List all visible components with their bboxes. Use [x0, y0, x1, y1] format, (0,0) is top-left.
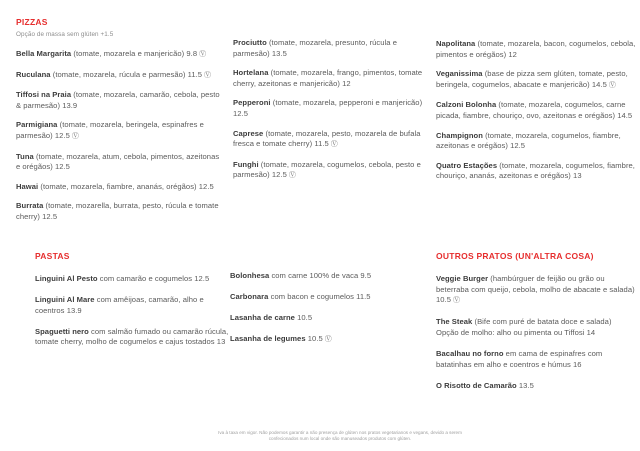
- item-description: (tomate, mozarela, beringela, espinafres e parmesão): [16, 120, 204, 140]
- item-description: (tomate, mozarela, cogumelos, carne picada, fiambre, chouriço, ovo, azeitonas e orégãos): [436, 100, 626, 120]
- menu-item: [35, 295, 231, 316]
- pizzas-items-col3: [436, 39, 636, 182]
- item-description: (tomate, mozarela, rúcula e parmesão): [50, 69, 186, 79]
- item-name: Hortelana: [233, 68, 269, 78]
- menu-item: [436, 349, 636, 370]
- vegetarian-icon: Ⓥ: [69, 132, 79, 140]
- vegetarian-icon: Ⓥ: [286, 172, 296, 180]
- item-name: Champignon: [436, 130, 483, 140]
- item-price: 12.5: [196, 181, 214, 191]
- item-price: 12.5: [269, 170, 287, 180]
- item-price: 12.5: [52, 130, 70, 140]
- menu-item: [16, 201, 222, 222]
- outros-column-3: [436, 251, 636, 402]
- menu-item: [233, 38, 430, 59]
- pizzas-column-2: [233, 38, 430, 191]
- item-name: Carbonara: [230, 292, 269, 302]
- item-name: Quatro Estações: [436, 160, 498, 170]
- item-price: 11.5: [353, 292, 371, 302]
- item-name: Linguini Al Mare: [35, 295, 95, 305]
- item-price: 10.5: [294, 313, 313, 323]
- item-price: 12: [339, 78, 351, 88]
- footer-line-2: confecionados num local onde são manuseados produtos com glúten.: [268, 436, 412, 442]
- item-name: Prociutto: [233, 38, 267, 47]
- item-description: (base de pizza sem glúten, tomate, pesto, beringela, cogumelos, abacate e manjericão): [436, 69, 628, 89]
- item-name: Ruculana: [16, 69, 51, 79]
- vegetarian-icon: Ⓥ: [450, 297, 461, 305]
- item-price: 13.9: [64, 305, 82, 315]
- item-description: com salmão fumado ou camarão rúcula, tomate cherry, molho de cogumelos e cajus tostados: [35, 326, 229, 347]
- item-price: 13.5: [269, 48, 287, 58]
- pastas-column-2: [230, 271, 426, 356]
- item-description: com camarão e cogumelos: [97, 274, 193, 283]
- pizzas-column-1: [16, 17, 222, 232]
- pizzas-items-col1: [16, 49, 222, 223]
- menu-item: [16, 120, 222, 142]
- item-name: Bella Margarita: [16, 49, 72, 58]
- item-description: (tomate, mozarella, burrata, pesto, rúcula e tomate cherry): [16, 201, 219, 221]
- item-description: (tomate, mozarela, frango, pimentos, tomate cherry, azeitonas e manjericão): [233, 68, 423, 88]
- item-price: 13.5: [516, 380, 534, 390]
- item-description: (Bife com puré de batata doce e salada) Opção de molho: alho ou pimenta ou Tiffosi: [436, 317, 612, 337]
- item-name: Veganissima: [436, 69, 483, 79]
- item-price: 11.5: [185, 69, 203, 79]
- pizzas-section-subtitle: Opção de massa sem glúten +1.5: [16, 31, 114, 38]
- item-price: 14.5: [589, 79, 607, 89]
- item-name: Napolitana: [436, 39, 476, 48]
- item-name: Bacalhau no forno: [436, 348, 504, 358]
- item-name: Calzoni Bolonha: [436, 100, 497, 110]
- item-name: Hawai: [16, 181, 39, 191]
- vegetarian-icon: Ⓥ: [202, 71, 212, 79]
- item-name: Tiffosi na Praia: [16, 90, 72, 100]
- menu-item: [436, 69, 636, 91]
- menu-item: [230, 334, 426, 346]
- menu-item: [16, 90, 222, 111]
- item-description: (tomate, mozarela, presunto, rúcula e parmesão): [233, 38, 397, 58]
- pizzas-section-title: PIZZAS: [16, 17, 48, 27]
- vegetarian-icon: Ⓥ: [328, 141, 338, 149]
- item-price: 13: [214, 337, 226, 347]
- item-price: 10.5: [305, 334, 323, 344]
- item-name: Parmigiana: [16, 120, 58, 130]
- item-description: (tomate, mozarela, cogumelos, cebola, pesto e parmesão): [233, 159, 421, 180]
- item-description: (tomate, mozarela, atum, cebola, pimentos, azeitonas e orégãos): [16, 151, 220, 172]
- item-name: Funghi: [233, 159, 259, 169]
- item-name: Bolonhesa: [230, 271, 270, 280]
- footer-line-1: Iva à taxa em vigor. Não podemos garantir a não presença de glúten nos pratos vegetarianos e vegans, devido a serem: [218, 430, 462, 435]
- menu-item: [436, 131, 636, 152]
- item-price: 10.5: [436, 295, 451, 305]
- item-name: Caprese: [233, 128, 264, 138]
- item-name: Tuna: [16, 151, 34, 161]
- item-description: com carne 100% de vaca: [269, 271, 359, 280]
- item-price: 11.5: [312, 139, 329, 149]
- item-price: 9.8: [184, 49, 198, 58]
- item-price: 12.5: [39, 211, 58, 221]
- menu-item: [436, 274, 636, 307]
- menu-item: [233, 98, 430, 119]
- item-description: (hambúrguer de feijão ou grão ou beterraba com queijo, cebola, molho de abacate e salada): [436, 274, 635, 294]
- item-price: 9.5: [358, 271, 372, 280]
- item-price: 12: [506, 49, 517, 59]
- item-name: Lasanha de carne: [230, 313, 295, 323]
- menu-item: [16, 70, 222, 82]
- item-name: Pepperoni: [233, 98, 271, 108]
- menu-item: [230, 271, 426, 282]
- item-description: com bacon e cogumelos: [268, 292, 354, 302]
- item-description: (tomate, mozarela, camarão, cebola, pesto & parmesão): [16, 90, 220, 110]
- menu-item: [436, 39, 636, 60]
- item-price: 12.5: [192, 274, 210, 283]
- item-description: (tomate, mozarela e manjericão): [71, 49, 185, 58]
- pastas-items-col1: [35, 274, 231, 348]
- item-description: com amêijoas, camarão, alho e coentros: [35, 295, 204, 315]
- menu-item: [233, 129, 430, 151]
- item-price: 13.9: [60, 100, 78, 110]
- item-name: Spaguetti nero: [35, 326, 89, 336]
- item-name: O Risotto de Camarão: [436, 380, 517, 390]
- item-price: 12.5: [52, 162, 70, 172]
- pastas-items-col2: [230, 271, 426, 346]
- item-name: Linguini Al Pesto: [35, 274, 98, 283]
- menu-item: [436, 317, 636, 338]
- item-description: (tomate, mozarela, fiambre, ananás, orégãos): [38, 181, 197, 191]
- item-description: (tomate, mozarela, cogumelos, fiambre, azeitonas e orégãos): [436, 130, 621, 151]
- menu-item: [233, 68, 430, 89]
- outros-items-col3: [436, 274, 636, 391]
- item-description: em cama de espinafres com batatinhas em alho e coentros e húmus: [436, 348, 603, 369]
- item-price: 12.5: [507, 141, 526, 151]
- item-description: (tomate, mozarela, pesto, mozarela de bufala fresca e tomate cherry): [233, 128, 421, 149]
- menu-item: [436, 161, 636, 182]
- vegetarian-icon: Ⓥ: [197, 51, 207, 58]
- footer-disclaimer: [150, 430, 530, 443]
- menu-item: [436, 100, 636, 121]
- item-name: The Steak: [436, 317, 473, 327]
- pizzas-column-3: [436, 39, 636, 191]
- vegetarian-icon: Ⓥ: [322, 336, 332, 344]
- vegetarian-icon: Ⓥ: [606, 81, 616, 89]
- item-price: 16: [570, 359, 582, 369]
- item-price: 14: [584, 327, 596, 337]
- item-description: (tomate, mozarela, cogumelos, fiambre, chouriço, ananás, azeitonas e orégãos): [436, 160, 635, 181]
- item-description: (tomate, mozarela, bacon, cogumelos, cebola, pimentos e orégãos): [436, 39, 636, 59]
- menu-item: [16, 152, 222, 173]
- item-description: (tomate, mozarela, pepperoni e manjericão): [270, 98, 423, 108]
- menu-item: [35, 327, 231, 348]
- menu-item: [16, 49, 222, 61]
- pizzas-items-col2: [233, 38, 430, 182]
- outros-section-title: OUTROS PRATOS (UN'ALTRA COSA): [436, 251, 594, 261]
- menu-item: [233, 160, 430, 182]
- item-price: 12.5: [233, 108, 248, 118]
- menu-item: [436, 381, 636, 392]
- menu-item: [230, 292, 426, 303]
- item-name: Veggie Burger: [436, 274, 489, 283]
- item-price: 14.5: [615, 110, 633, 120]
- item-price: 13: [570, 171, 582, 181]
- menu-item: [35, 274, 231, 285]
- pastas-column-1: [35, 251, 231, 358]
- pastas-section-title: PASTAS: [35, 251, 70, 261]
- item-name: Burrata: [16, 201, 44, 211]
- menu-item: [16, 182, 222, 193]
- menu-item: [230, 313, 426, 324]
- item-name: Lasanha de legumes: [230, 334, 306, 344]
